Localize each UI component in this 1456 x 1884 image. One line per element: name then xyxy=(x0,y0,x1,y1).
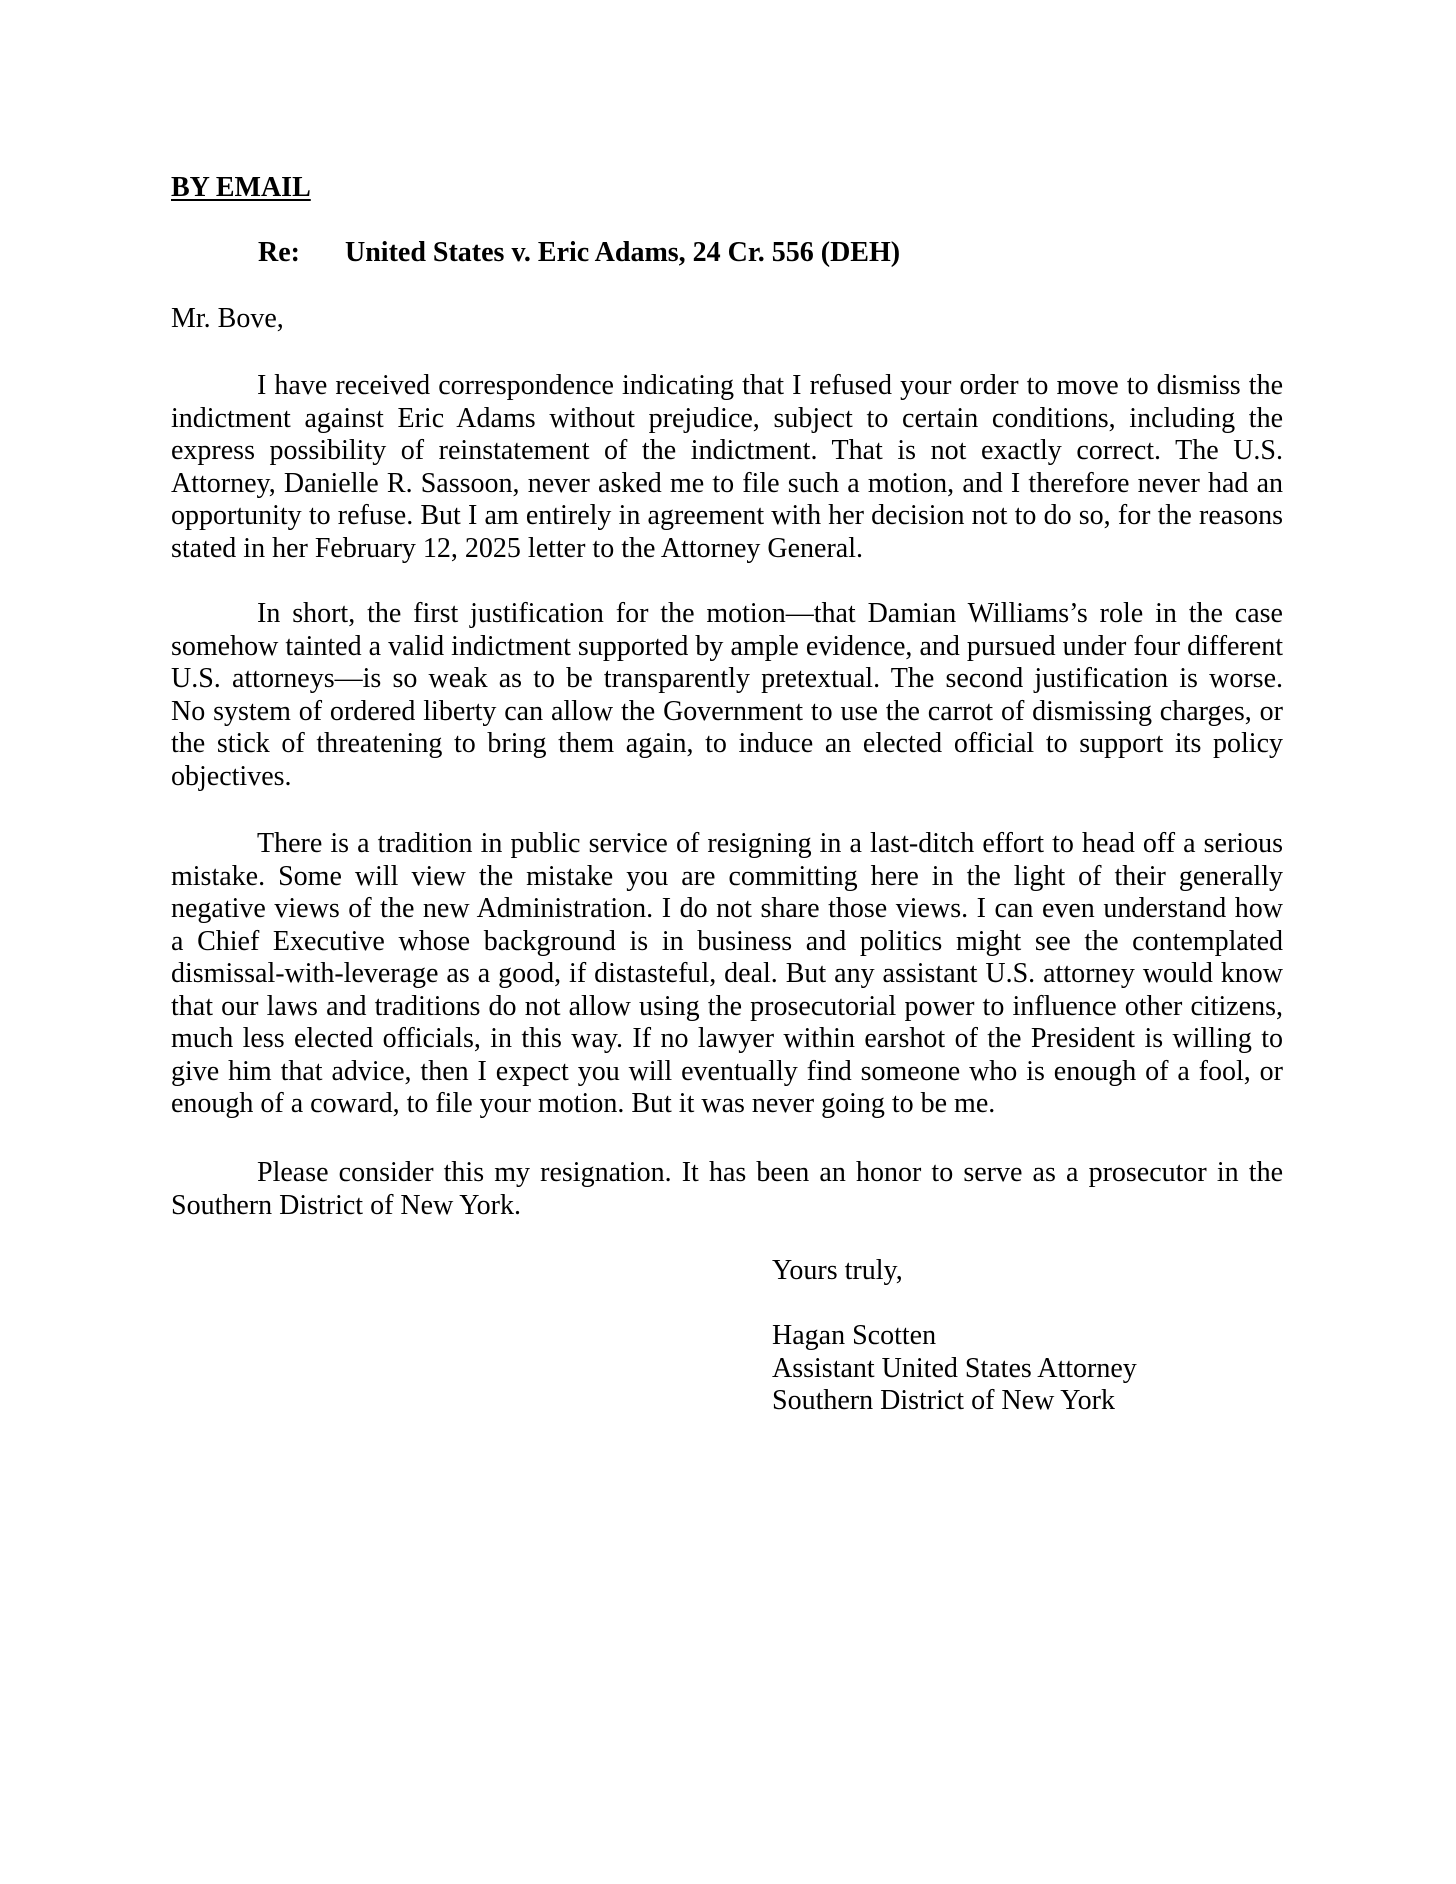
re-subject: United States v. Eric Adams, 24 Cr. 556 (DEH) xyxy=(345,237,901,268)
paragraph-line: U.S. attorneys—is so weak as to be transparently pretextual. The second justification is worse. xyxy=(171,663,1283,694)
paragraph-line: In short, the first justification for the motion—that Damian Williams’s role in the case xyxy=(257,598,1283,629)
paragraph-line: express possibility of reinstatement of the indictment. That is not exactly correct. The U.S. xyxy=(171,435,1283,466)
paragraph-line: enough of a coward, to file your motion. But it was never going to be me. xyxy=(171,1088,996,1119)
signer-title: Assistant United States Attorney xyxy=(772,1352,1137,1384)
paragraph-line: negative views of the new Administration. I do not share those views. I can even understand how xyxy=(171,893,1283,924)
paragraph-line: Please consider this my resignation. It has been an honor to serve as a prosecutor in the xyxy=(257,1157,1283,1188)
paragraph-line: that our laws and traditions do not allow using the prosecutorial power to influence other citizens, xyxy=(171,990,1283,1022)
paragraph-line: somehow tainted a valid indictment supported by ample evidence, and pursued under four different xyxy=(171,630,1283,662)
paragraph-line: dismissal-with-leverage as a good, if distasteful, deal. But any assistant U.S. attorney would know xyxy=(171,958,1283,989)
paragraph-line: the stick of threatening to bring them again, to induce an elected official to support its policy xyxy=(171,728,1283,759)
closing: Yours truly, xyxy=(772,1255,903,1286)
salutation: Mr. Bove, xyxy=(171,303,284,334)
paragraph-line: objectives. xyxy=(171,760,292,792)
paragraph-line: give him that advice, then I expect you will eventually find someone who is enough of a fool, or xyxy=(171,1055,1283,1087)
re-label: Re: xyxy=(258,237,300,268)
paragraph-line: No system of ordered liberty can allow the Government to use the carrot of dismissing charges, or xyxy=(171,695,1283,727)
paragraph-line: a Chief Executive whose background is in business and politics might see the contemplated xyxy=(171,925,1283,957)
paragraph-line: indictment against Eric Adams without prejudice, subject to certain conditions, including the xyxy=(171,402,1283,434)
paragraph-line: mistake. Some will view the mistake you are committing here in the light of their generally xyxy=(171,860,1283,892)
paragraph-line: stated in her February 12, 2025 letter to the Attorney General. xyxy=(171,532,864,564)
delivery-method-heading: BY EMAIL xyxy=(171,172,311,203)
signer-office: Southern District of New York xyxy=(772,1385,1115,1416)
paragraph-line: Attorney, Danielle R. Sassoon, never asked me to file such a motion, and I therefore never had an xyxy=(171,467,1283,499)
paragraph-line: opportunity to refuse. But I am entirely in agreement with her decision not to do so, for the reasons xyxy=(171,500,1283,531)
paragraph-line: I have received correspondence indicating that I refused your order to move to dismiss the xyxy=(257,370,1283,401)
paragraph-line: much less elected officials, in this way. If no lawyer within earshot of the President is willing to xyxy=(171,1023,1283,1054)
paragraph-line: There is a tradition in public service of resigning in a last-ditch effort to head off a serious xyxy=(257,828,1283,859)
signer-name: Hagan Scotten xyxy=(772,1320,937,1351)
paragraph-line: Southern District of New York. xyxy=(171,1189,521,1221)
